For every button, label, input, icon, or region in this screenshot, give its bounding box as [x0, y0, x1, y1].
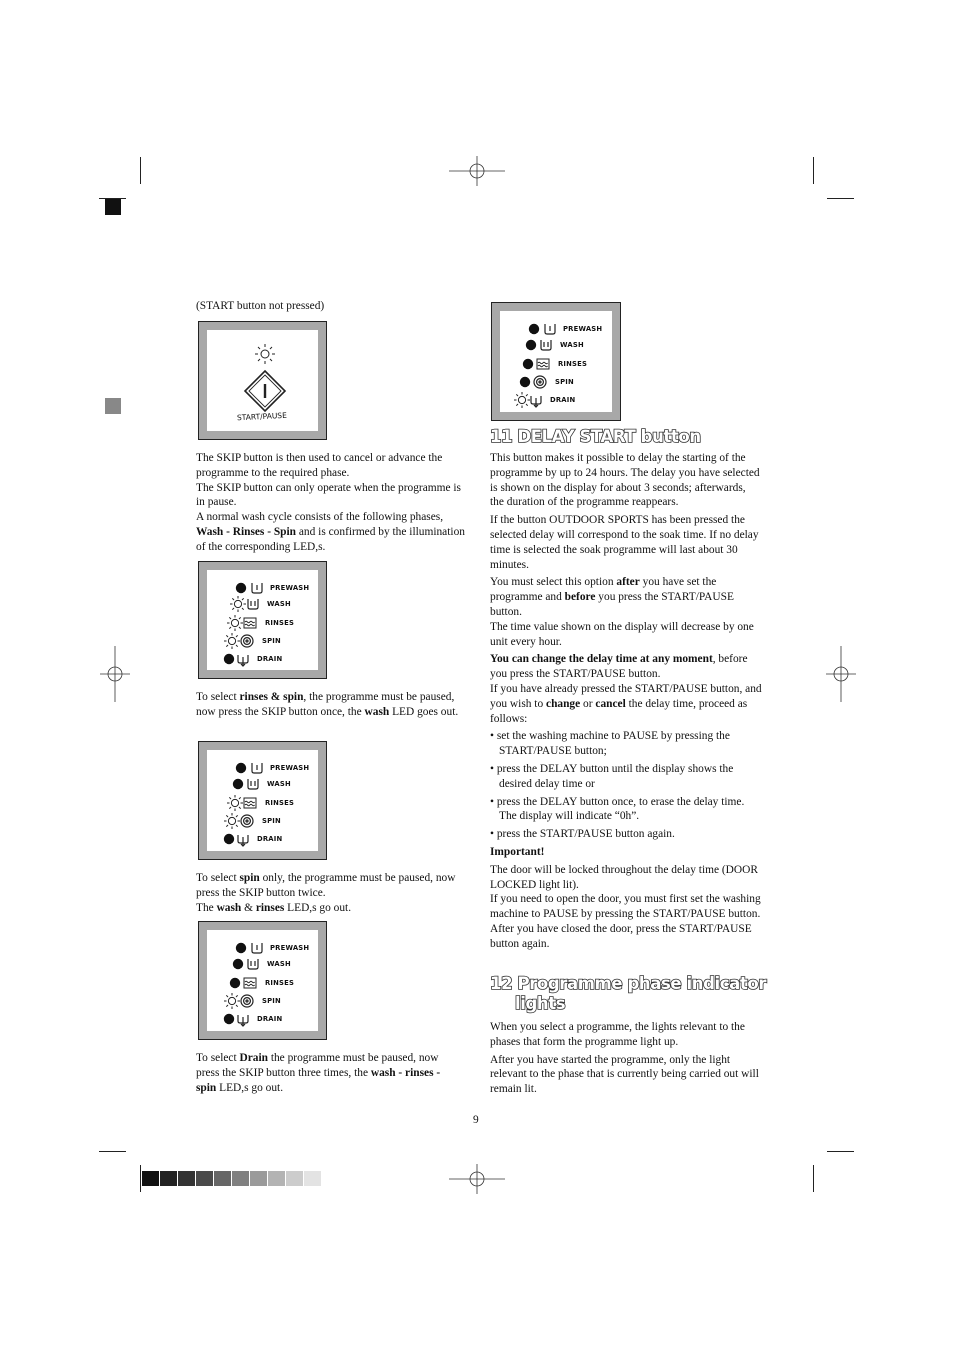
section-11-heading: 11 DELAY START button [490, 427, 701, 446]
led-row [207, 776, 318, 792]
led-panel-top [491, 302, 621, 421]
led-label: RINSES [265, 979, 295, 987]
section-12-body: When you select a programme, the lights relevant to the phases that form the programme light up. After you have started the programme, only the light relevant to the phase that is currently being carried out will remain lit. [490, 1021, 759, 1096]
spin-icon [532, 374, 548, 390]
led-label: PREWASH [270, 944, 310, 952]
prewash-icon [249, 580, 265, 596]
led-row [207, 940, 318, 956]
section-12-heading: 12 Programme phase indicator lights [490, 974, 767, 1013]
led-row [207, 795, 318, 811]
led-off-icon [520, 356, 536, 372]
led-label: DRAIN [257, 835, 283, 843]
list-item: • press the DELAY button once, to erase the delay time. The display will indicate “0h”. [490, 795, 745, 823]
led-off-icon [523, 337, 539, 353]
skip-para-1: The SKIP button is then used to cancel or advance the programme to the required phase. [196, 452, 443, 479]
led-row [500, 392, 612, 408]
spin-only-instructions: To select spin only, the programme must be paused, now press the SKIP button twice. The wash & rinses LED,s go out. [196, 872, 456, 914]
led-label: PREWASH [270, 764, 310, 772]
led-row [500, 321, 612, 337]
led-row [207, 813, 318, 829]
wash-icon [538, 337, 554, 353]
led-row [207, 596, 318, 612]
list-item: • set the washing machine to PAUSE by pressing the START/PAUSE button; [490, 730, 730, 758]
rinses-icon [242, 615, 258, 631]
led-label: SPIN [262, 817, 281, 825]
spin-icon [239, 633, 255, 649]
led-lit-icon [224, 813, 240, 829]
led-row [207, 956, 318, 972]
led-label: SPIN [555, 378, 574, 386]
drain-icon [235, 651, 251, 667]
start-not-pressed-caption: (START button not pressed) [196, 300, 325, 312]
led-label: RINSES [265, 799, 295, 807]
crop-mark [813, 157, 814, 184]
list-item: • press the START/PAUSE button again. [490, 828, 675, 841]
start-pause-label: START/PAUSE [236, 410, 288, 423]
prewash-icon [249, 940, 265, 956]
skip-para-3: A normal wash cycle consists of the following phases, Wash - Rinses - Spin and is confirmed by the illumination of the corresponding LED,s. [196, 511, 465, 553]
led-row [207, 831, 318, 847]
led-row [207, 760, 318, 776]
led-label: WASH [267, 960, 291, 968]
led-row [207, 1011, 318, 1027]
drain-instructions: To select Drain the programme must be paused, now press the SKIP button three times, the wash - rinses - spin LED,s go out. [196, 1052, 441, 1094]
section-11-body: This button makes it possible to delay the starting of the programme by up to 24 hours. The delay you have selected is shown on the display for about 3 seconds; afterwards, the duration of the programme reappears. If the button OUTDOOR SPORTS has been pressed the selected delay will correspond to the soak time. If no delay time is selected the soak programme will last about 30 minutes. You must select this option after you have set the programme and before you press the START/PAUSE button. The time value shown on the display will decrease by one unit every hour. You can change the delay time at any moment, before you press the START/PAUSE button. If you have already pressed the START/PAUSE button, and you wish to change or cancel the delay time, proceed as follows: • set the washing machine to PAUSE by pressing the START/PAUSE button; • press the DELAY button until the display shows the desired delay time or • press the DELAY button once, to erase the delay time. The display will indicate “0h”. • press the START/PAUSE button again. Important! The door will be locked throughout the delay time (DOOR LOCKED light lit). If you need to open the door, you must first set the washing machine to PAUSE by pressing the START/PAUSE button. After you have closed the door, press the START/PAUSE button again. [490, 452, 762, 950]
greyscale-colour-bar [142, 1171, 321, 1186]
led-label: WASH [267, 600, 291, 608]
led-lit-icon [224, 633, 240, 649]
rinses-icon [242, 975, 258, 991]
led-lit-icon [230, 596, 246, 612]
led-off-icon [526, 321, 542, 337]
list-item: • press the DELAY button until the display shows the desired delay time or [490, 762, 734, 790]
led-label: SPIN [262, 637, 281, 645]
led-panel-b [198, 741, 327, 860]
led-label: RINSES [558, 360, 588, 368]
skip-description [196, 451, 468, 555]
rinses-icon [535, 356, 551, 372]
led-row [207, 580, 318, 596]
led-lit-icon [224, 993, 240, 1009]
registration-target-top [449, 156, 505, 186]
led-off-icon [233, 760, 249, 776]
page-number: 9 [473, 1114, 479, 1126]
led-label: PREWASH [563, 325, 603, 333]
led-lit-icon [227, 615, 243, 631]
crop-mark [813, 1165, 814, 1192]
led-row [207, 993, 318, 1009]
drain-icon [528, 392, 544, 408]
led-label: DRAIN [550, 396, 576, 404]
important-label: Important! [490, 845, 545, 858]
led-label: PREWASH [270, 584, 310, 592]
rinses-spin-instructions: To select rinses & spin, the programme must be paused, now press the SKIP button once, the wash LED goes out. [196, 691, 459, 718]
wash-icon [245, 776, 261, 792]
led-lit-icon [227, 795, 243, 811]
crop-mark [827, 198, 854, 199]
drain-icon [235, 1011, 251, 1027]
led-off-icon [230, 956, 246, 972]
led-label: DRAIN [257, 655, 283, 663]
led-label: RINSES [265, 619, 295, 627]
led-row [207, 615, 318, 631]
crop-mark [99, 1151, 126, 1152]
drain-icon [235, 831, 251, 847]
wash-icon [245, 596, 261, 612]
crop-mark [140, 157, 141, 184]
prewash-icon [249, 760, 265, 776]
led-label: WASH [560, 341, 584, 349]
led-panel-c [198, 921, 327, 1040]
led-row [500, 374, 612, 390]
led-panel-a [198, 561, 327, 679]
led-label: WASH [267, 780, 291, 788]
led-label: DRAIN [257, 1015, 283, 1023]
led-row [207, 633, 318, 649]
registration-target-left [100, 646, 130, 702]
led-row [207, 975, 318, 991]
crop-mark [827, 1151, 854, 1152]
led-row [500, 356, 612, 372]
spin-icon [239, 813, 255, 829]
led-off-icon [227, 975, 243, 991]
registration-target-bottom [449, 1164, 505, 1194]
spin-icon [239, 993, 255, 1009]
prewash-icon [542, 321, 558, 337]
led-label: SPIN [262, 997, 281, 1005]
registration-target-right [826, 646, 856, 702]
skip-para-2: The SKIP button can only operate when the programme is in pause. [196, 481, 461, 509]
led-off-icon [233, 580, 249, 596]
led-row [207, 651, 318, 667]
led-off-icon [517, 374, 533, 390]
start-pause-panel [198, 321, 327, 440]
grey-registration-square [105, 398, 121, 414]
led-off-icon [233, 940, 249, 956]
led-off-icon [230, 776, 246, 792]
black-registration-square [105, 199, 121, 215]
crop-mark [140, 1165, 141, 1192]
led-row [500, 337, 612, 353]
rinses-icon [242, 795, 258, 811]
wash-icon [245, 956, 261, 972]
